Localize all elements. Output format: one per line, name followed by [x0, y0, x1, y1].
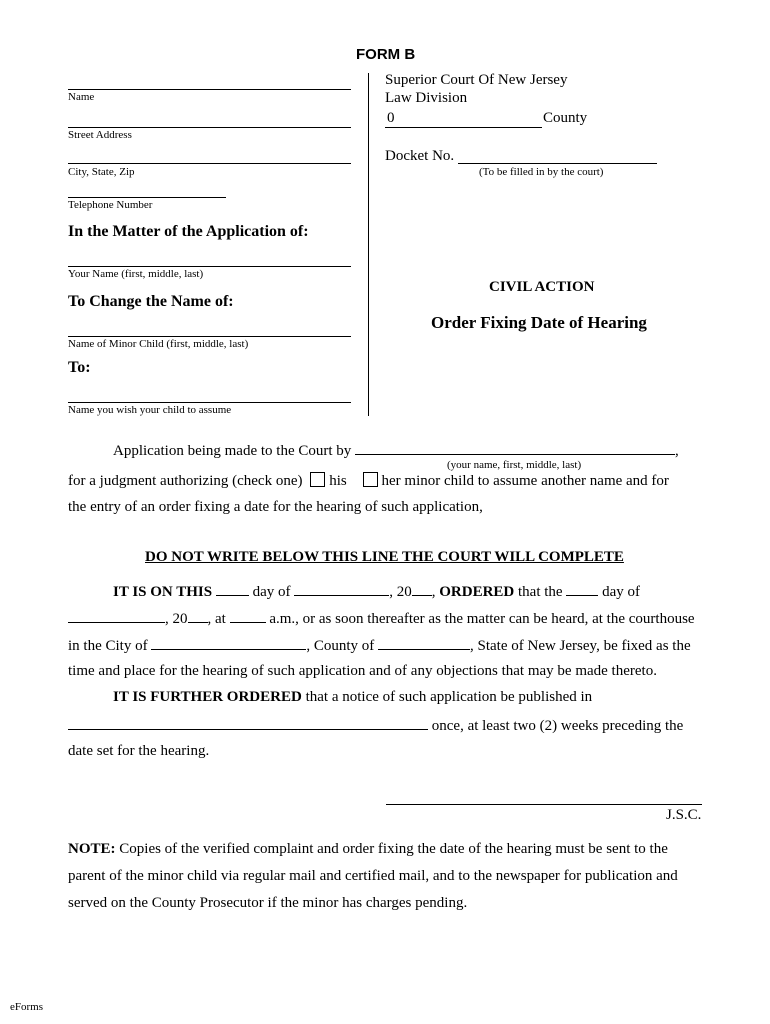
order-title: Order Fixing Date of Hearing	[431, 313, 647, 332]
name-label: Name	[68, 91, 95, 103]
note-text-1: Copies of the verified complaint and order fixing the date of the hearing must be sent to the	[119, 841, 668, 857]
order-line-2	[68, 609, 695, 628]
day-of-2-text: day of	[602, 584, 640, 600]
l2-a-text: , 20	[165, 611, 188, 627]
her-checkbox[interactable]	[363, 472, 378, 487]
that-the-text: that the	[518, 584, 563, 600]
order-month-blank[interactable]	[294, 582, 389, 596]
county-line	[385, 127, 542, 128]
application-line-1	[113, 441, 679, 460]
division-name: Law Division	[385, 90, 468, 106]
application-line-3: the entry of an order fixing a date for the hearing of such application,	[68, 499, 483, 515]
docket-line[interactable]	[458, 163, 657, 164]
hearing-month-blank[interactable]	[68, 609, 165, 623]
court-divider-heading: DO NOT WRITE BELOW THIS LINE THE COURT WILL COMPLETE	[145, 549, 624, 565]
court-name: Superior Court Of New Jersey	[385, 72, 568, 88]
application-line-2	[68, 472, 669, 490]
applicant-name-blank[interactable]	[355, 441, 675, 455]
order-year-blank[interactable]	[412, 582, 432, 596]
order-line-7: date set for the hearing.	[68, 743, 210, 759]
eforms-footer: eForms	[10, 1001, 43, 1013]
hearing-day-blank[interactable]	[566, 582, 598, 596]
to-heading: To:	[68, 359, 91, 376]
hearing-time-blank[interactable]	[230, 609, 266, 623]
application-text: Application being made to the Court by	[113, 443, 352, 459]
city-blank[interactable]	[151, 636, 306, 650]
publication-blank[interactable]	[68, 716, 428, 730]
wish-name-label: Name you wish your child to assume	[68, 404, 232, 416]
note-line-3: served on the County Prosecutor if the minor has charges pending.	[68, 895, 468, 911]
county-label: County	[543, 110, 588, 126]
application-comma: ,	[675, 443, 679, 459]
hearing-year-blank[interactable]	[188, 609, 208, 623]
county-value[interactable]: 0	[387, 110, 395, 126]
jsc-label: J.S.C.	[666, 807, 702, 823]
l3-b-text: , County of	[306, 638, 375, 654]
name-line[interactable]	[68, 89, 351, 90]
day-of-text: day of	[252, 584, 291, 600]
county-blank[interactable]	[378, 636, 470, 650]
note-line-2: parent of the minor child via regular mail and certified mail, and to the newspaper for publication and	[68, 868, 678, 884]
comma-20-text: , 20	[389, 584, 412, 600]
applicant-name-hint: (your name, first, middle, last)	[447, 459, 582, 471]
phone-line[interactable]	[68, 197, 226, 198]
docket-note: (To be filled in by the court)	[479, 166, 604, 178]
form-title: FORM B	[356, 46, 416, 63]
her-label: her minor child to assume another name and for	[381, 473, 669, 489]
check-one-text: for a judgment authorizing (check one)	[68, 473, 303, 489]
l6-rest-text: once, at least two (2) weeks preceding the	[431, 718, 684, 734]
note-label: NOTE:	[68, 841, 116, 857]
order-line-3	[68, 636, 691, 655]
l3-c-text: , State of New Jersey, be fixed as the	[470, 638, 691, 654]
city-line[interactable]	[68, 163, 351, 164]
column-divider	[368, 73, 369, 416]
l3-a-text: in the City of	[68, 638, 148, 654]
order-line-4: time and place for the hearing of such application and of any objections that may be made thereto.	[68, 663, 657, 679]
l2-b-text: , at	[207, 611, 226, 627]
wish-name-line[interactable]	[68, 402, 351, 403]
further-rest-text: that a notice of such application be published in	[305, 689, 593, 705]
street-label: Street Address	[68, 129, 132, 141]
your-name-line[interactable]	[68, 266, 351, 267]
street-line[interactable]	[68, 127, 351, 128]
minor-name-label: Name of Minor Child (first, middle, last)	[68, 338, 249, 350]
matter-heading: In the Matter of the Application of:	[68, 223, 309, 240]
l2-c-text: a.m., or as soon thereafter as the matter can be heard, at the courthouse	[269, 611, 695, 627]
judge-signature-line[interactable]	[386, 804, 702, 805]
your-name-label: Your Name (first, middle, last)	[68, 268, 204, 280]
order-line-1: IT IS ON THIS day of , 20 , ORDERED that the day of	[113, 584, 640, 600]
order-line-5	[113, 689, 592, 706]
note-line-1	[68, 841, 668, 858]
minor-name-line[interactable]	[68, 336, 351, 337]
docket-label: Docket No.	[385, 148, 455, 164]
order-day-blank[interactable]	[216, 582, 249, 596]
ordered-text: ORDERED	[439, 584, 515, 600]
civil-action: CIVIL ACTION	[489, 279, 595, 295]
further-ordered-text: IT IS FURTHER ORDERED	[113, 689, 302, 705]
his-label: his	[329, 473, 347, 489]
change-heading: To Change the Name of:	[68, 293, 234, 310]
city-label: City, State, Zip	[68, 166, 135, 178]
phone-label: Telephone Number	[68, 199, 153, 211]
his-checkbox[interactable]	[310, 472, 325, 487]
order-line-6	[68, 716, 683, 735]
it-is-on-this: IT IS ON THIS	[113, 584, 213, 600]
